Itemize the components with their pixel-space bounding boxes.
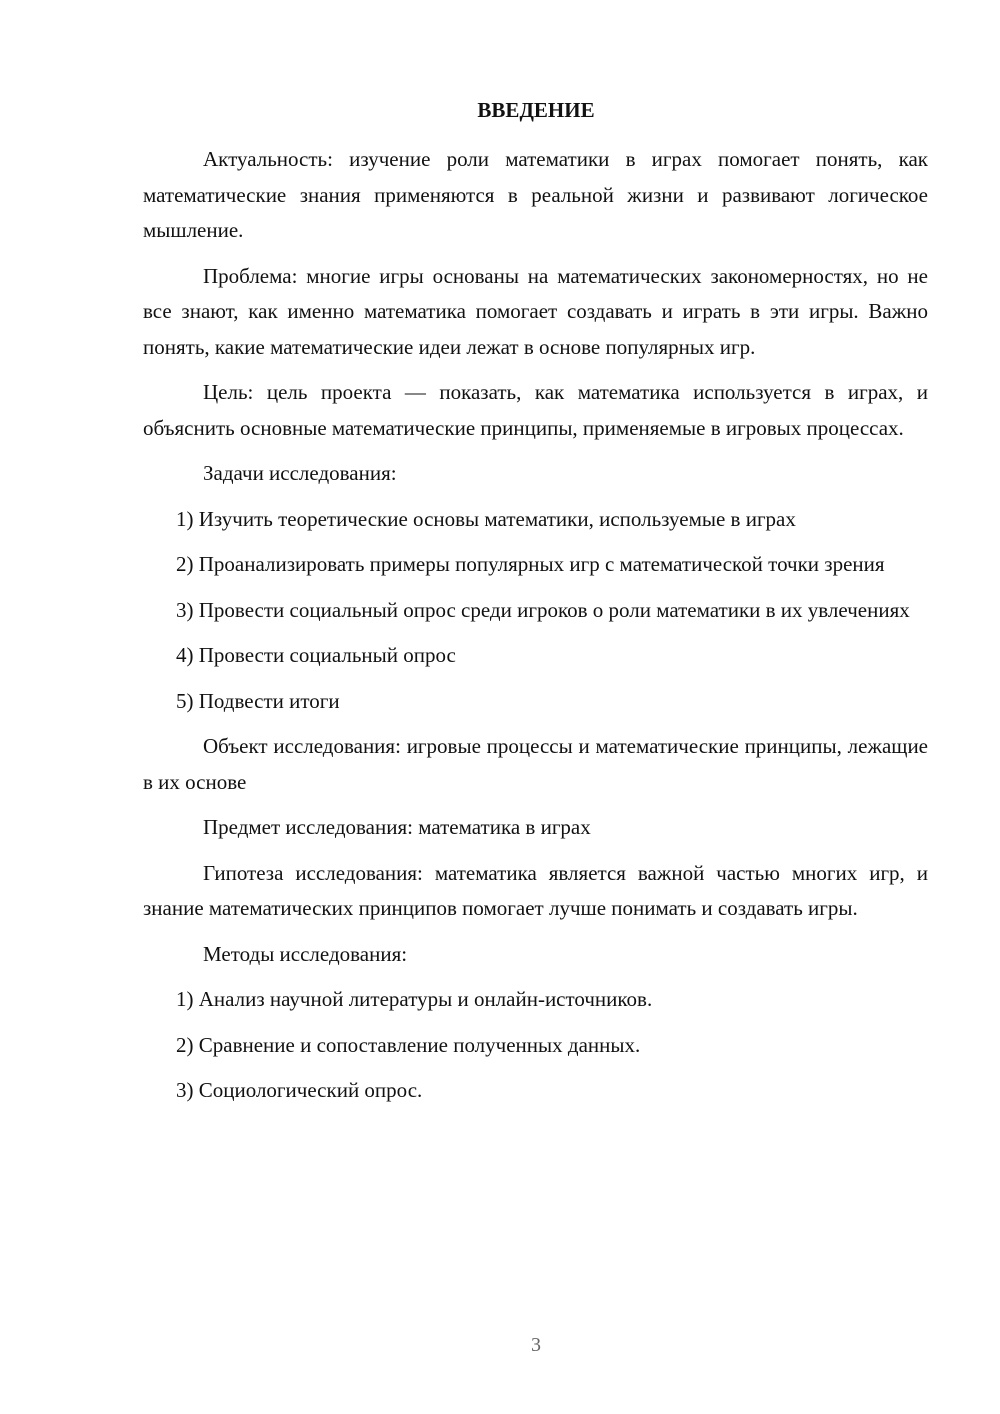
task-item-3: 3) Провести социальный опрос среди игроков о роли математики в их увлечениях — [176, 597, 910, 622]
object-paragraph: Объект исследования: игровые процессы и математические принципы, лежащие в их основе — [143, 734, 928, 794]
relevance-paragraph: Актуальность: изучение роли математики в играх помогает понять, как математические знания применяются в реальной жизни и развивают логическое мышление. — [143, 147, 928, 242]
method-item-1: 1) Анализ научной литературы и онлайн-источников. — [176, 987, 653, 1011]
subject-paragraph: Предмет исследования: математика в играх — [203, 815, 591, 839]
tasks-heading: Задачи исследования: — [203, 461, 397, 485]
hypothesis-paragraph: Гипотеза исследования: математика является важной частью многих игр, и знание математических принципов помогает лучше понимать и создавать игры. — [143, 860, 928, 920]
problem-paragraph: Проблема: многие игры основаны на математических закономерностях, но не все знают, как именно математика помогает создавать и играть в эти игры. Важно понять, какие математические идеи лежат в основе популярных игр. — [143, 263, 928, 359]
task-item-2: 2) Проанализировать примеры популярных игр с математической точки зрения — [176, 552, 885, 576]
goal-paragraph: Цель: цель проекта — показать, как математика используется в играх, и объяснить основные математические принципы, применяемые в игровых процессах. — [143, 380, 928, 440]
method-item-2: 2) Сравнение и сопоставление полученных данных. — [176, 1032, 641, 1057]
task-item-4: 4) Провести социальный опрос — [176, 643, 456, 667]
method-item-3: 3) Социологический опрос. — [176, 1078, 423, 1102]
page-number: 3 — [531, 1334, 541, 1356]
task-item-1: 1) Изучить теоретические основы математики, используемые в играх — [176, 506, 796, 531]
document-body — [143, 142, 928, 1119]
methods-heading: Методы исследования: — [203, 941, 408, 966]
section-title: ВВЕДЕНИЕ — [477, 98, 595, 122]
task-item-5: 5) Подвести итоги — [176, 688, 340, 713]
